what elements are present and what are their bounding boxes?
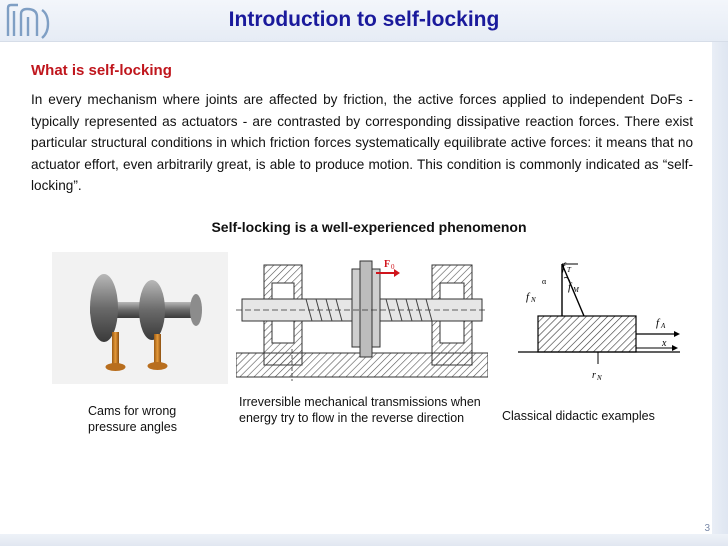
- label-fN: f: [526, 291, 530, 303]
- label-rN: r: [592, 370, 596, 381]
- caption-transmission: Irreversible mechanical transmissions when energy try to flow in the reverse direction: [239, 395, 481, 425]
- label-fM: f: [568, 281, 572, 293]
- body-paragraph: In every mechanism where joints are affected by friction, the active forces applied to independent DoFs - typically represented as actuators - are contrasted by corresponding dissipative reaction forces. There exist particular structural conditions in which friction forces systematically equilibrate active forces: it means that no actuator effort, even arbitrarily great, is able to produce motion. This condition is commonly indicated as “self-locking”.: [31, 92, 693, 193]
- label-fA: f: [656, 317, 660, 329]
- label-fM-sub: M: [573, 286, 579, 294]
- page-number: 3: [704, 523, 710, 534]
- label-alpha: α: [542, 277, 547, 286]
- label-fN-sub: N: [531, 296, 536, 304]
- label-fT: f: [562, 261, 566, 273]
- right-rail: [712, 42, 728, 546]
- bottom-rail: [0, 534, 728, 546]
- force-label-sub: 0: [391, 263, 395, 271]
- cams-figure: [52, 252, 228, 384]
- label-fA-sub: A: [661, 322, 666, 330]
- caption-didactic: Classical didactic examples: [502, 409, 655, 423]
- force-label: F: [384, 259, 391, 270]
- label-fT-sub: T: [567, 266, 571, 274]
- slide-title: Introduction to self-locking: [228, 8, 500, 31]
- transmission-figure: [236, 253, 488, 381]
- center-heading: Self-locking is a well-experienced phenomenon: [211, 219, 527, 235]
- label-x: x: [662, 338, 667, 349]
- caption-cams: Cams for wrong pressure angles: [88, 404, 177, 434]
- section-subtitle: What is self-locking: [31, 62, 172, 79]
- didactic-figure: [514, 254, 680, 382]
- label-rN-sub: N: [597, 374, 602, 382]
